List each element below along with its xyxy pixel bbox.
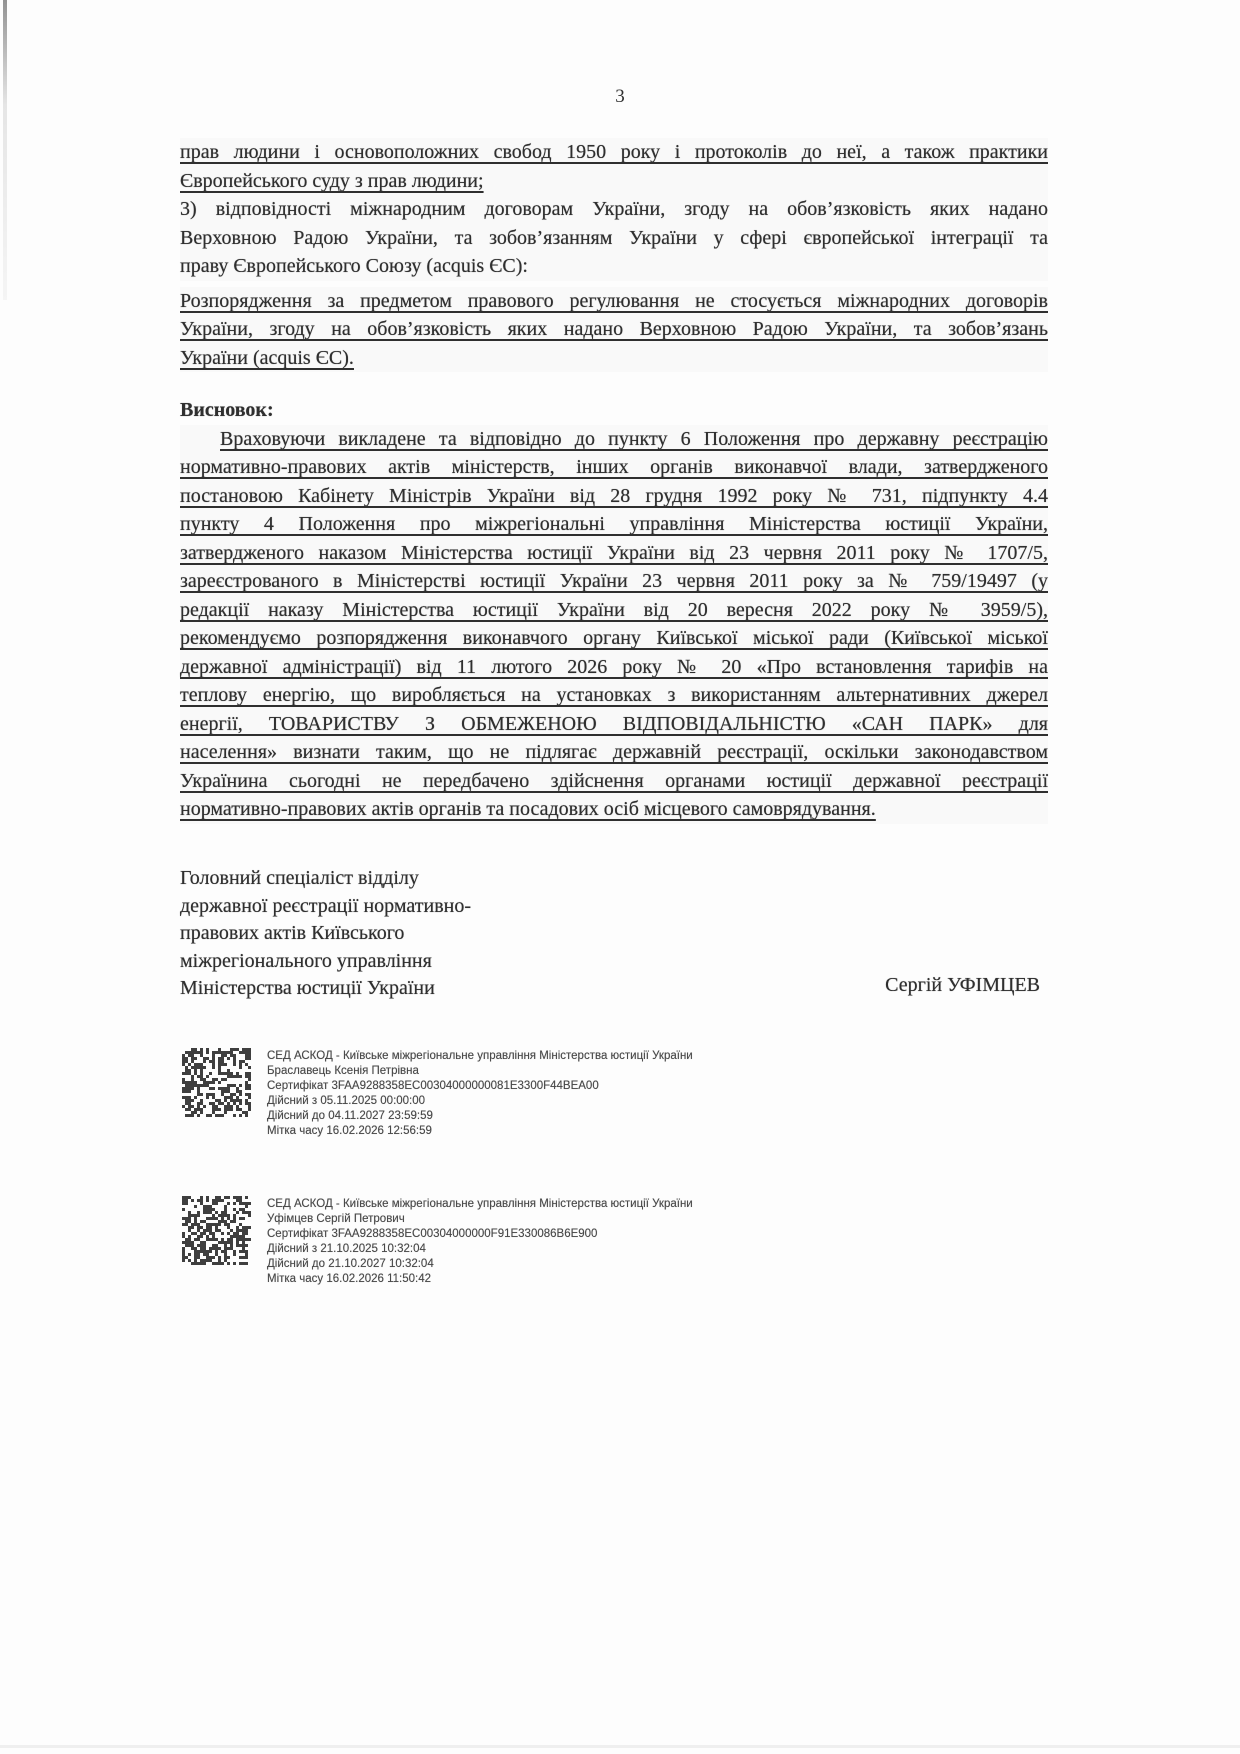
stamp-system-line: СЕД АСКОД - Київське міжрегіональне управління Міністерства юстиції України	[267, 1050, 693, 1062]
text-line: України, згоду на обов’язковість яких надано Верховною Радою України, та зобов’язань	[180, 318, 1048, 340]
paragraph-continuation	[180, 138, 1048, 195]
text-line: державної реєстрації нормативно-	[180, 894, 471, 917]
text-line: населення» визнати таким, що не підлягає державній реєстрації, оскільки законодавством	[180, 741, 1048, 763]
text-line: теплову енергію, що виробляється на установках з використанням альтернативних джерел	[180, 684, 1048, 706]
text-line: Верховною Радою України, та зобов’язанням України у сфері європейської інтеграції та	[180, 226, 1048, 249]
text-line: редакції наказу Міністерства юстиції України від 20 вересня 2022 року № 3959/5),	[180, 598, 1048, 621]
text-line: України (acquis ЄС).	[180, 346, 354, 369]
text-line: 3) відповідності міжнародним договорам України, згоду на обов’язковість яких надано	[180, 198, 1048, 220]
qr-code-icon	[182, 1048, 251, 1117]
signature-position-block	[180, 865, 610, 1003]
text-line: постановою Кабінету Міністрів України від 28 грудня 1992 року № 731, підпункту 4.4	[180, 484, 1048, 507]
scan-artifact-bottom	[0, 1745, 1240, 1748]
signature-name: Сергій УФІМЦЕВ	[885, 974, 1040, 996]
stamp-timestamp: Мітка часу 16.02.2026 12:56:59	[267, 1125, 432, 1137]
text-line: державної адміністрації) від 11 лютого 2026 року № 20 «Про встановлення тарифів на	[180, 655, 1048, 678]
stamp-certificate: Сертифікат 3FAA9288358EC00304000000081E3300F44BEA00	[267, 1080, 599, 1092]
stamp-valid-from: Дійсний з 05.11.2025 00:00:00	[267, 1095, 426, 1107]
text-line: енергії, ТОВАРИСТВУ З ОБМЕЖЕНОЮ ВІДПОВІДАЛЬНІСТЮ «САН ПАРК» для	[180, 712, 1048, 735]
stamp-person-name: Уфімцев Сергій Петрович	[267, 1213, 405, 1225]
qr-code-icon	[182, 1196, 251, 1265]
text-line: Головний спеціаліст відділу	[180, 867, 419, 889]
qr-code-icon	[182, 1196, 251, 1265]
text-line: Українина сьогодні не передбачено здійснення органами юстиції державної реєстрації	[180, 769, 1048, 792]
stamp-valid-from: Дійсний з 21.10.2025 10:32:04	[267, 1243, 426, 1255]
text-line: правових актів Київського	[180, 922, 405, 944]
stamp-certificate: Сертифікат 3FAA9288358EC00304000000F91E330086B6E900	[267, 1228, 598, 1240]
text-line: зареєстрованого в Міністерстві юстиції України 23 червня 2011 року за № 759/19497 (у	[180, 570, 1048, 592]
text-line: прав людини і основоположних свобод 1950 року і протоколів до неї, а також практики	[180, 141, 1048, 163]
page-number: 3	[615, 86, 625, 107]
digital-signature-stamp	[182, 1048, 693, 1139]
text-line: Розпорядження за предметом правового регулювання не стосується міжнародних договорів	[180, 289, 1048, 312]
text-line: міжрегіонального управління	[180, 949, 432, 972]
text-line: Європейського суду з прав людини;	[180, 169, 484, 192]
text-line: нормативно-правових актів міністерств, інших органів виконавчої влади, затвердженого	[180, 456, 1048, 478]
stamp-text-block	[267, 1196, 693, 1287]
paragraph-item-3	[180, 195, 1048, 281]
qr-code-icon	[182, 1048, 251, 1117]
text-line: затвердженого наказом Міністерства юстиції України від 23 червня 2011 року № 1707/5,	[180, 541, 1048, 564]
text-line: Міністерства юстиції України	[180, 977, 435, 999]
stamp-timestamp: Мітка часу 16.02.2026 11:50:42	[267, 1273, 432, 1285]
digital-signature-stamp	[182, 1196, 693, 1287]
stamp-system-line: СЕД АСКОД - Київське міжрегіональне управління Міністерства юстиції України	[267, 1198, 693, 1210]
text-line: праву Європейського Союзу (acquis ЄС):	[180, 255, 528, 277]
text-line: пункту 4 Положення про міжрегіональні управління Міністерства юстиції України,	[180, 513, 1048, 535]
stamp-text-block	[267, 1048, 693, 1139]
scan-artifact-left-edge	[3, 0, 7, 300]
conclusion-heading: Висновок:	[180, 399, 274, 421]
stamp-person-name: Браславець Ксенія Петрівна	[267, 1065, 419, 1077]
conclusion-paragraph	[180, 425, 1048, 824]
stamp-valid-to: Дійсний до 04.11.2027 23:59:59	[267, 1110, 433, 1122]
stamp-valid-to: Дійсний до 21.10.2027 10:32:04	[267, 1258, 434, 1270]
paragraph-statement	[180, 287, 1048, 373]
text-line: рекомендуємо розпорядження виконавчого органу Київської міської ради (Київської міської	[180, 627, 1048, 649]
text-line: нормативно-правових актів органів та посадових осіб місцевого самоврядування.	[180, 798, 876, 820]
document-body	[180, 138, 1048, 824]
text-line: Враховуючи викладене та відповідно до пункту 6 Положення про державну реєстрацію	[220, 427, 1048, 450]
